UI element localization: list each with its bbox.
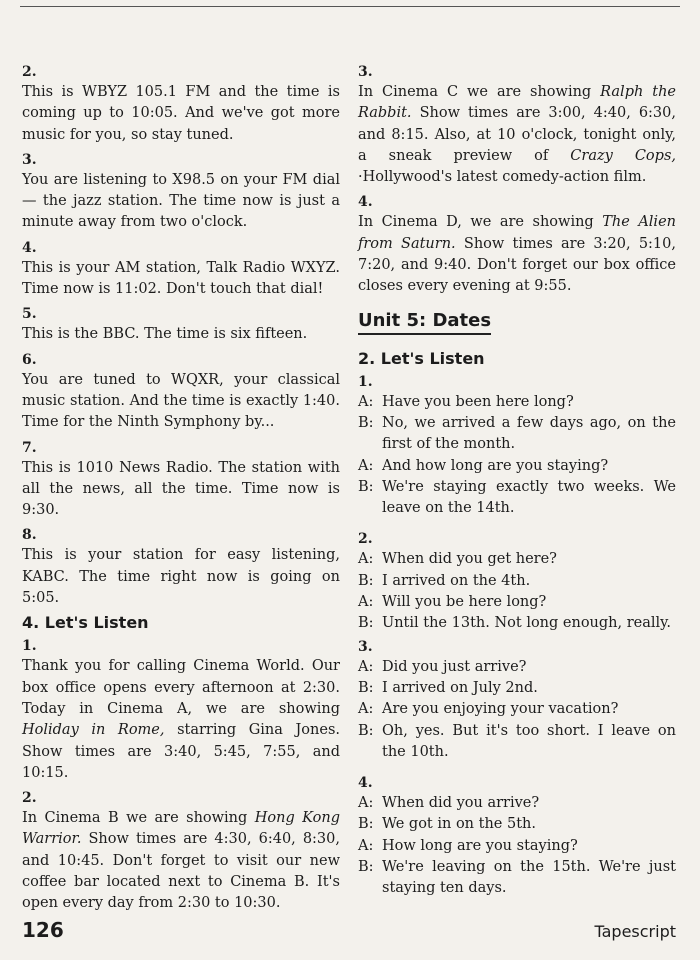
line-text: Will you be here long? [382, 594, 547, 611]
speaker: B: [358, 816, 374, 833]
speaker: A: [358, 701, 374, 718]
dialogue-line [358, 857, 676, 900]
movie-title: Holiday in Rome, [22, 722, 165, 739]
speaker: A: [358, 551, 374, 568]
section-heading: 2. Let's Listen [358, 348, 485, 368]
item-text: This is the BBC. The time is six fifteen. [22, 326, 308, 343]
line-text: No, we arrived a few days ago, on the first of the month. [382, 414, 676, 453]
item-number: 4. [358, 194, 373, 211]
item-text: You are listening to X98.5 on your FM dial — the jazz station. The time now is just a minute away from two o'clock. [22, 171, 340, 231]
radio-item [22, 304, 340, 345]
line-text: How long are you staying? [382, 837, 578, 854]
dialogue [358, 372, 676, 520]
item-text: You are tuned to WQXR, your classical music station. And the time is exactly 1:40. Time for the Ninth Symphony by... [22, 371, 340, 431]
item-number: 6. [22, 351, 37, 368]
page-number: 126 [22, 918, 64, 942]
radio-item [22, 525, 340, 609]
item-number: 8. [22, 527, 37, 544]
movie-title: The Alien from Saturn. [358, 214, 676, 252]
unit-heading: Unit 5: Dates [358, 310, 491, 335]
dialogue-number: 2. [358, 531, 373, 548]
dialogue-line [358, 678, 676, 699]
cinema-item [22, 788, 340, 914]
dialogue-line [358, 836, 676, 857]
dialogue [358, 637, 676, 763]
dialogue-line [358, 456, 676, 477]
radio-item [22, 438, 340, 522]
radio-item [22, 150, 340, 234]
dialogue-line [358, 592, 676, 613]
dialogue-number: 4. [358, 775, 373, 792]
radio-item [22, 238, 340, 301]
line-text: Are you enjoying your vacation? [382, 701, 619, 718]
line-text: And how long are you staying? [382, 457, 609, 474]
speaker: A: [358, 393, 374, 410]
radio-item [22, 350, 340, 434]
item-number: 4. [22, 239, 37, 256]
cinema-item [22, 636, 340, 784]
item-number: 3. [22, 151, 37, 168]
running-footer: Tapescript [594, 922, 676, 941]
movie-title: Hong Kong Warrior. [22, 810, 340, 848]
line-text: Oh, yes. But it's too short. I leave on the 10th. [382, 722, 676, 760]
speaker: A: [358, 658, 374, 675]
dialogue-line [358, 477, 676, 520]
item-number: 3. [358, 64, 373, 80]
dialogue-number: 3. [358, 638, 373, 655]
movie-title: Crazy Cops, [570, 147, 676, 164]
dialogue-line [358, 571, 676, 592]
speaker: A: [358, 594, 374, 611]
item-number: 2. [22, 790, 37, 807]
dialogue-line [358, 413, 676, 456]
dialogue-number: 1. [358, 373, 373, 390]
line-text: I arrived on July 2nd. [382, 679, 538, 696]
item-number: 5. [22, 306, 37, 323]
item-text: In Cinema C we are showing Ralph the Rabbit. Show times are 3:00, 4:40, 6:30, and 8:15. Also, at 10 o'clock, tonight only, a sneak preview of Crazy Cops, ·Hollywood's latest comedy-action film. [358, 84, 676, 186]
line-text: Until the 13th. Not long enough, really. [382, 615, 672, 632]
dialogue-line [358, 549, 676, 570]
movie-title: Ralph the Rabbit. [358, 84, 676, 122]
line-text: We're staying exactly two weeks. We leave on the 14th. [382, 478, 676, 517]
speaker: B: [358, 478, 374, 495]
left-column [22, 62, 340, 919]
line-text: Did you just arrive? [382, 658, 527, 675]
dialogue-line [358, 814, 676, 835]
line-text: I arrived on the 4th. [382, 572, 531, 589]
speaker: B: [358, 679, 374, 696]
speaker: B: [358, 572, 374, 589]
item-text: Thank you for calling Cinema World. Our box office opens every afternoon at 2:30. Today in Cinema A, we are showing Holiday in Rome, starring Gina Jones. Show times are 3:40, 5:45, 7:55, and 10:15. [22, 658, 340, 781]
item-text: This is your AM station, Talk Radio WXYZ. Time now is 11:02. Don't touch that dial! [22, 259, 340, 298]
line-text: Have you been here long? [382, 393, 574, 410]
top-rule [20, 6, 680, 7]
item-text: This is your station for easy listening, KABC. The time right now is going on 5:05. [22, 547, 340, 607]
line-text: When did you get here? [382, 551, 557, 568]
right-column [358, 62, 676, 902]
dialogue-line [358, 392, 676, 413]
line-text: We're leaving on the 15th. We're just staying ten days. [382, 859, 676, 897]
dialogue-line [358, 721, 676, 764]
dialogue-line [358, 793, 676, 814]
dialogue-line [358, 699, 676, 720]
item-text: This is WBYZ 105.1 FM and the time is coming up to 10:05. And we've got more music for you, so stay tuned. [22, 84, 340, 143]
dialogue [358, 773, 676, 899]
item-number: 1. [22, 638, 37, 655]
dialogue-line [358, 657, 676, 678]
item-number: 2. [22, 64, 37, 80]
radio-item [22, 62, 340, 146]
line-text: We got in on the 5th. [382, 816, 536, 833]
dialogue [358, 529, 676, 634]
item-text: In Cinema B we are showing Hong Kong Warrior. Show times are 4:30, 6:40, 8:30, and 10:45. Don't forget to visit our new coffee bar located next to Cinema B. It's open every day from 2:30 to 10:30. [22, 810, 340, 912]
item-text: In Cinema D, we are showing The Alien from Saturn. Show times are 3:20, 5:10, 7:20, and 9:40. Don't forget our box office closes every evening at 9:55. [358, 214, 676, 295]
cinema-item [358, 62, 676, 188]
speaker: B: [358, 615, 374, 632]
speaker: A: [358, 457, 374, 474]
item-number: 7. [22, 439, 37, 456]
speaker: A: [358, 837, 374, 854]
speaker: B: [358, 722, 374, 739]
speaker: B: [358, 859, 374, 876]
speaker: A: [358, 795, 374, 812]
cinema-item [358, 192, 676, 297]
dialogue-line [358, 613, 676, 634]
item-text: This is 1010 News Radio. The station with all the news, all the time. Time now is 9:30. [22, 459, 340, 519]
line-text: When did you arrive? [382, 795, 540, 812]
section-heading: 4. Let's Listen [22, 613, 149, 633]
speaker: B: [358, 414, 374, 431]
